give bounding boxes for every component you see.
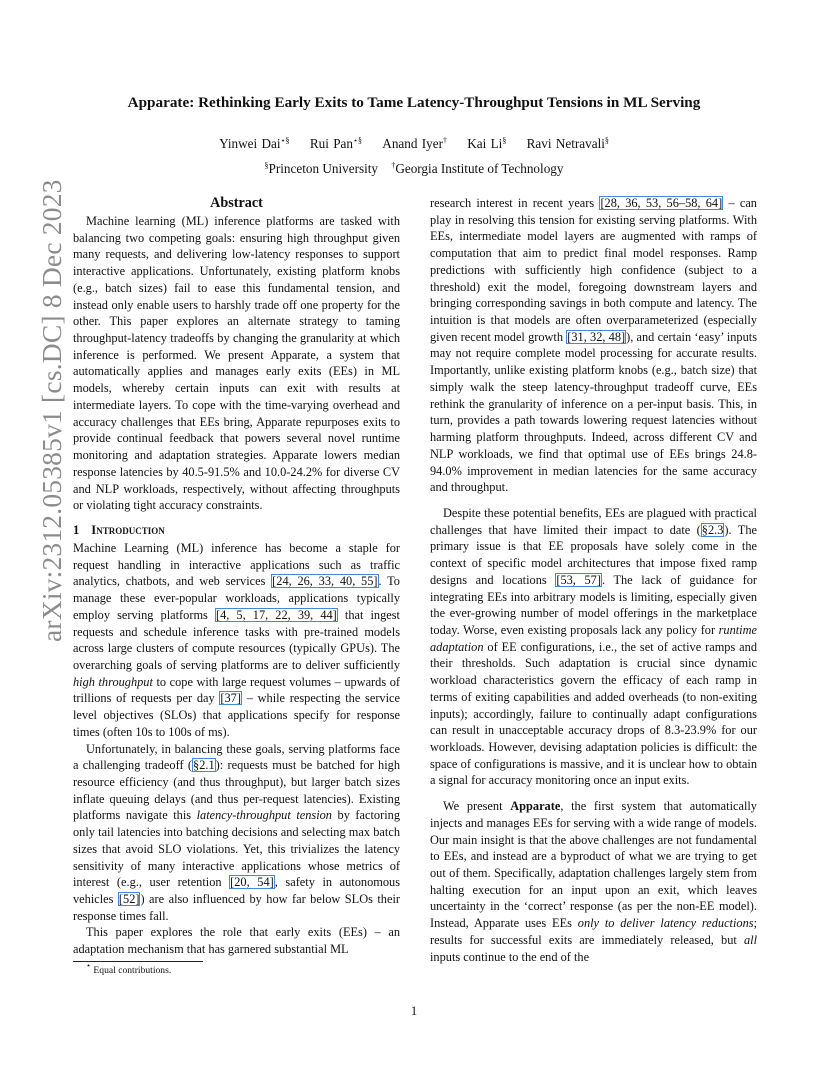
abstract-heading: Abstract — [210, 195, 263, 211]
affiliation-list — [70, 161, 758, 177]
intro-paragraph: This paper explores the role that early exits (EEs) – an adaptation mechanism that has garnered substantial ML — [73, 925, 400, 957]
author: Rui Pan⋆§ — [309, 136, 362, 151]
section-number: 1 — [73, 522, 80, 537]
footnote-rule — [73, 961, 203, 962]
intro-paragraph: Machine Learning (ML) inference has become a staple for request handling in interactive applications such as traffic analytics, chatbots, and web services [24, 26, 33, 40, 55]. To manage these ever-popular workloads, applications typically employ serving platforms [4, 5, 17, 22, 39, 44] that ingest requests and schedule inference tasks with pre-trained models across large clusters of compute resources (typically GPUs). The overarching goals of serving platforms are to deliver sufficiently high throughput to cope with large request volumes – upwards of trillions of requests per day [37] – while respecting the service level objectives (SLOs) that applications specify for response times (often 10s to 100s of ms). — [73, 540, 400, 739]
page-number: 1 — [410, 1004, 418, 1018]
section-heading-introduction — [73, 522, 400, 538]
citation-link[interactable]: [52] — [118, 892, 140, 907]
author-list — [70, 136, 758, 152]
author: Ravi Netravali§ — [526, 136, 609, 151]
affiliation: §Princeton University — [264, 161, 379, 176]
section-ref-link[interactable]: §2.1 — [193, 758, 215, 773]
body-paragraph: We present Apparate, the first system that automatically injects and manages EEs for serving with a wide range of models. Our main insight is that the above challenges are not fundamental to EEs, and instead are a byproduct of what we are trying to get out of them. Specifically, adaptation challenges largely stem from halting execution for an input upon an exit, which leaves uncertainty in the ‘correct’ response (as per the non-EE model). Instead, Apparate uses EEs only to deliver latency reductions; results for successful exits are immediately released, but all inputs continue to the end of the — [430, 799, 757, 964]
paper-title: Apparate: Rethinking Early Exits to Tame Latency-Throughput Tensions in ML Serving — [127, 94, 701, 111]
citation-link[interactable]: [4, 5, 17, 22, 39, 44] — [215, 607, 337, 622]
left-column — [73, 195, 400, 958]
body-paragraph: Despite these potential benefits, EEs are plagued with practical challenges that have limited their impact to date (§2.3). The primary issue is that EE proposals have solely come in the context of specific model architectures that impose fixed ramp designs and locations [53, 57]. The lack of guidance for integrating EEs into arbitrary models is limiting, especially given the ever-growing number of model offerings in the marketplace today. Worse, even existing proposals lack any policy for runtime adaptation of EE configurations, i.e., the set of active ramps and their thresholds. Such adaptation is crucial since dynamic workload characteristics govern the efficacy of each ramp in terms of exiting capabilities and added overheads (to non-exiting inputs); accordingly, failure to continually adapt configurations can result in unacceptable accuracy drops of 8.3-23.9% for our workloads. However, devising adaptation policies is difficult: the space of configurations is massive, and it is unclear how to obtain a signal for accuracy monitoring once an input exits. — [430, 505, 757, 788]
citation-link[interactable]: [53, 57] — [556, 572, 601, 587]
citation-link[interactable]: [28, 36, 53, 56–58, 64] — [600, 196, 723, 210]
citation-link[interactable]: [37] — [220, 691, 241, 706]
arxiv-identifier[interactable]: arXiv:2312.05385v1 [cs.DC] 8 Dec 2023 — [36, 179, 67, 642]
section-title: Introduction — [91, 522, 165, 537]
author: Anand Iyer† — [382, 136, 447, 151]
author: Yinwei Dai⋆§ — [219, 136, 290, 151]
author: Kai Li§ — [467, 136, 507, 151]
affiliation: †Georgia Institute of Technology — [391, 161, 564, 176]
right-column — [430, 195, 757, 965]
footnote: ⋆ Equal contributions. — [86, 961, 172, 976]
section-ref-link[interactable]: §2.3 — [701, 522, 724, 537]
intro-paragraph: Unfortunately, in balancing these goals, serving platforms face a challenging tradeoff (§2.1): requests must be batched for high resource efficiency (and thus throughput), but larger batch sizes inflate queuing delays (and thus per-request latencies). Existing platforms navigate this latency-throughput tension by factoring only tail latencies into batching decisions and selecting max batch sizes that avoid SLO violations. Yet, this trivializes the latency sensitivity of many interactive applications whose metrics of interest (e.g., user retention [20, 54], safety in autonomous vehicles [52]) are also influenced by how far below SLOs their response times fall. — [73, 741, 400, 923]
abstract-text: Machine learning (ML) inference platforms are tasked with balancing two competing goals: ensuring high throughput given many requests, and delivering low-latency responses to support interactive applications. Unfortunately, existing platform knobs (e.g., batch sizes) fail to ease this fundamental tension, and instead only enable users to harshly trade off one property for the other. This paper explores an alternate strategy to taming throughput-latency tradeoffs by changing the granularity at which inference is performed. We present Apparate, a system that automatically applies and manages early exits (EEs) in ML models, whereby certain inputs can exit with results at intermediate layers. To cope with the time-varying overhead and accuracy challenges that EEs bring, Apparate repurposes exits to provide continual feedback that powers several novel runtime monitoring and adaptation strategies. Apparate lowers median response latencies by 40.5-91.5% and 10.0-24.2% for diverse CV and NLP workloads, respectively, without affecting throughputs or violating tight accuracy constraints. — [73, 214, 400, 513]
citation-link[interactable]: [31, 32, 48] — [567, 329, 626, 344]
citation-link[interactable]: [20, 54] — [230, 875, 274, 890]
citation-link[interactable]: [24, 26, 33, 40, 55] — [272, 574, 378, 589]
body-paragraph: research interest in recent years [28, 36, 53, 56–58, 64] – can play in resolving this tension for existing serving platforms. With EEs, intermediate model layers are augmented with ramps of computation that aim to predict final model responses. Ramp predictions with sufficiently high confidence (subject to a threshold) exit the model, foregoing downstream layers and bringing corresponding savings in both compute and latency. The intuition is that models are often overparameterized (especially given recent model growth [31, 32, 48]), and certain ‘easy’ inputs may not require complete model processing for accurate results. Importantly, unlike existing platform knobs (e.g., batch size) that simply walk the steep latency-throughput tradeoff curve, EEs rethink the granularity of inference on a per-input basis. This, in turn, provides a path towards lowering request latencies without harming platform throughputs. Indeed, across different CV and NLP workloads, we find that optimal use of EEs brings 24.8-94.0% improvement in median latencies for the same accuracy and throughput. — [430, 196, 757, 495]
